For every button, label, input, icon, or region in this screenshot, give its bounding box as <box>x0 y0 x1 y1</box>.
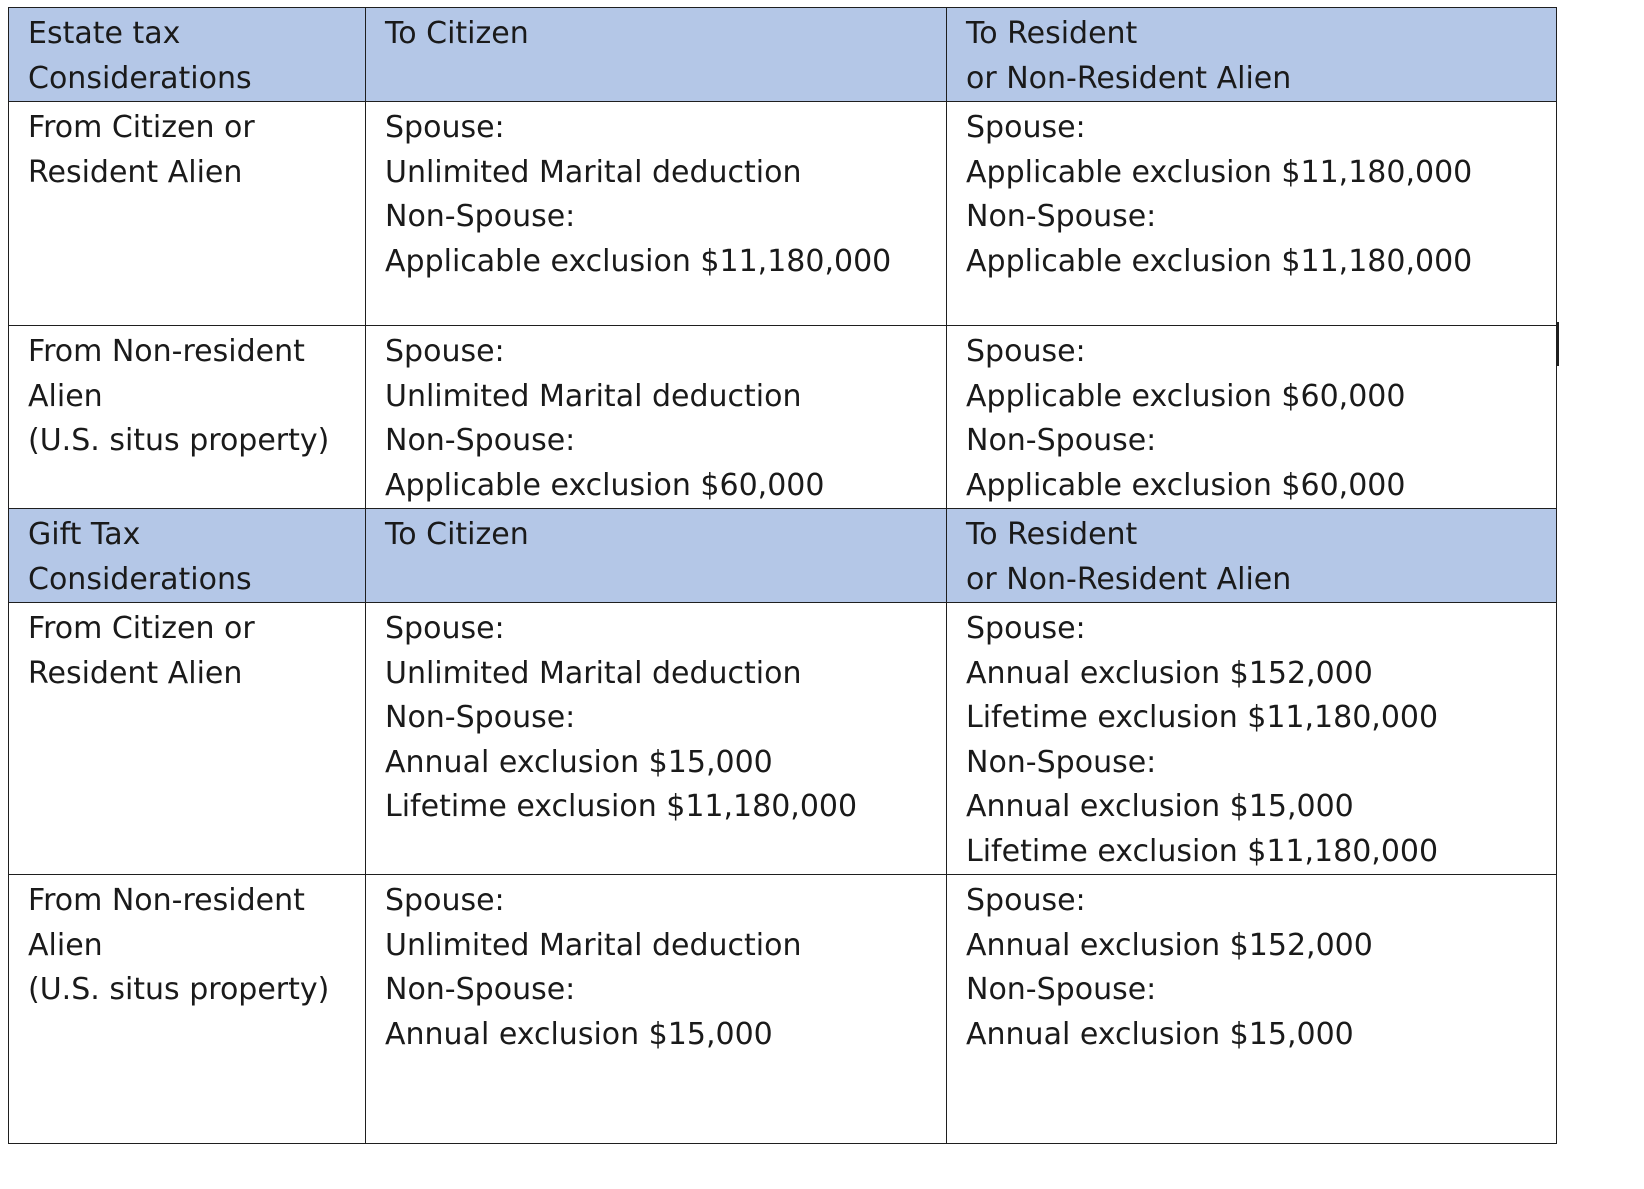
cell-line: Applicable exclusion $11,180,000 <box>966 154 1473 190</box>
cell-line: Non-Spouse: <box>385 199 576 234</box>
cell-line: From Non-resident <box>28 334 305 369</box>
tax-considerations-table <box>8 7 1557 1144</box>
cell-line: Annual exclusion $15,000 <box>385 1016 773 1052</box>
to-resident-cell <box>947 603 1557 875</box>
cell-line: Non-Spouse: <box>385 700 576 735</box>
cell-line: Non-Spouse: <box>966 199 1157 234</box>
cell-line: or Non-Resident Alien <box>966 561 1292 597</box>
cell-line: Annual exclusion $15,000 <box>966 789 1354 824</box>
cell-line: Annual exclusion $152,000 <box>966 927 1373 963</box>
cell-line: Resident Alien <box>28 655 243 691</box>
text-cursor <box>1557 322 1559 366</box>
estate-header-label-cell <box>9 8 366 102</box>
gift-row-nonresident <box>9 875 1557 1144</box>
cell-line: Spouse: <box>966 334 1086 369</box>
cell-line: Alien <box>28 378 103 414</box>
estate-row-citizen <box>9 102 1557 326</box>
to-citizen-cell <box>366 102 947 326</box>
cell-line: Unlimited Marital deduction <box>385 927 802 963</box>
cell-line: Applicable exclusion $60,000 <box>966 467 1406 503</box>
cell-line: Annual exclusion $152,000 <box>966 655 1373 691</box>
cell-line: Non-Spouse: <box>966 744 1157 780</box>
estate-header-to-citizen-cell <box>366 8 947 102</box>
gift-row-citizen <box>9 603 1557 875</box>
cell-line: Non-Spouse: <box>385 972 576 1007</box>
cell-line: Lifetime exclusion $11,180,000 <box>966 700 1439 735</box>
cell-line: To Citizen <box>385 16 529 51</box>
gift-header-to-resident-cell <box>947 509 1557 603</box>
cell-line: Spouse: <box>385 334 505 369</box>
estate-header-to-resident-cell <box>947 8 1557 102</box>
cell-line: Resident Alien <box>28 154 243 190</box>
cell-line: To Resident <box>966 16 1138 51</box>
gift-header-to-citizen-cell <box>366 509 947 603</box>
cell-line: Considerations <box>28 561 252 597</box>
to-resident-cell <box>947 102 1557 326</box>
cell-line: Unlimited Marital deduction <box>385 655 802 691</box>
cell-line: (U.S. situs property) <box>28 972 330 1007</box>
cell-line: Non-Spouse: <box>966 972 1157 1007</box>
from-cell <box>9 326 366 509</box>
cell-line: Spouse: <box>966 611 1086 646</box>
to-citizen-cell <box>366 603 947 875</box>
cell-line: Non-Spouse: <box>966 423 1157 458</box>
cell-line: Spouse: <box>385 883 505 918</box>
cell-line: Non-Spouse: <box>385 423 576 458</box>
cell-line: From Citizen or <box>28 611 255 646</box>
cell-line: Unlimited Marital deduction <box>385 378 802 414</box>
to-resident-cell <box>947 875 1557 1144</box>
cell-line: Spouse: <box>966 883 1086 918</box>
estate-header-row <box>9 8 1557 102</box>
cell-line: Spouse: <box>966 110 1086 145</box>
cell-line: (U.S. situs property) <box>28 423 330 458</box>
cell-line: Gift Tax <box>28 517 141 552</box>
from-cell <box>9 603 366 875</box>
gift-header-label-cell <box>9 509 366 603</box>
estate-row-nonresident <box>9 326 1557 509</box>
cell-line: From Citizen or <box>28 110 255 145</box>
cell-line: Lifetime exclusion $11,180,000 <box>966 833 1439 869</box>
cell-line: Spouse: <box>385 611 505 646</box>
from-cell <box>9 875 366 1144</box>
from-cell <box>9 102 366 326</box>
cell-line: Applicable exclusion $11,180,000 <box>385 243 892 279</box>
cell-line: Applicable exclusion $60,000 <box>385 467 825 503</box>
cell-line: Unlimited Marital deduction <box>385 154 802 190</box>
cell-line: Lifetime exclusion $11,180,000 <box>385 789 858 824</box>
to-citizen-cell <box>366 326 947 509</box>
cell-line: Applicable exclusion $60,000 <box>966 378 1406 414</box>
cell-line: Alien <box>28 927 103 963</box>
cell-line: From Non-resident <box>28 883 305 918</box>
to-citizen-cell <box>366 875 947 1144</box>
to-resident-cell <box>947 326 1557 509</box>
cell-line: Considerations <box>28 60 252 96</box>
cell-line: Estate tax <box>28 16 181 51</box>
gift-header-row <box>9 509 1557 603</box>
cell-line: To Citizen <box>385 517 529 552</box>
cell-line: To Resident <box>966 517 1138 552</box>
cell-line: Spouse: <box>385 110 505 145</box>
cell-line: Applicable exclusion $11,180,000 <box>966 243 1473 279</box>
cell-line: Annual exclusion $15,000 <box>385 744 773 780</box>
cell-line: Annual exclusion $15,000 <box>966 1016 1354 1052</box>
cell-line: or Non-Resident Alien <box>966 60 1292 96</box>
